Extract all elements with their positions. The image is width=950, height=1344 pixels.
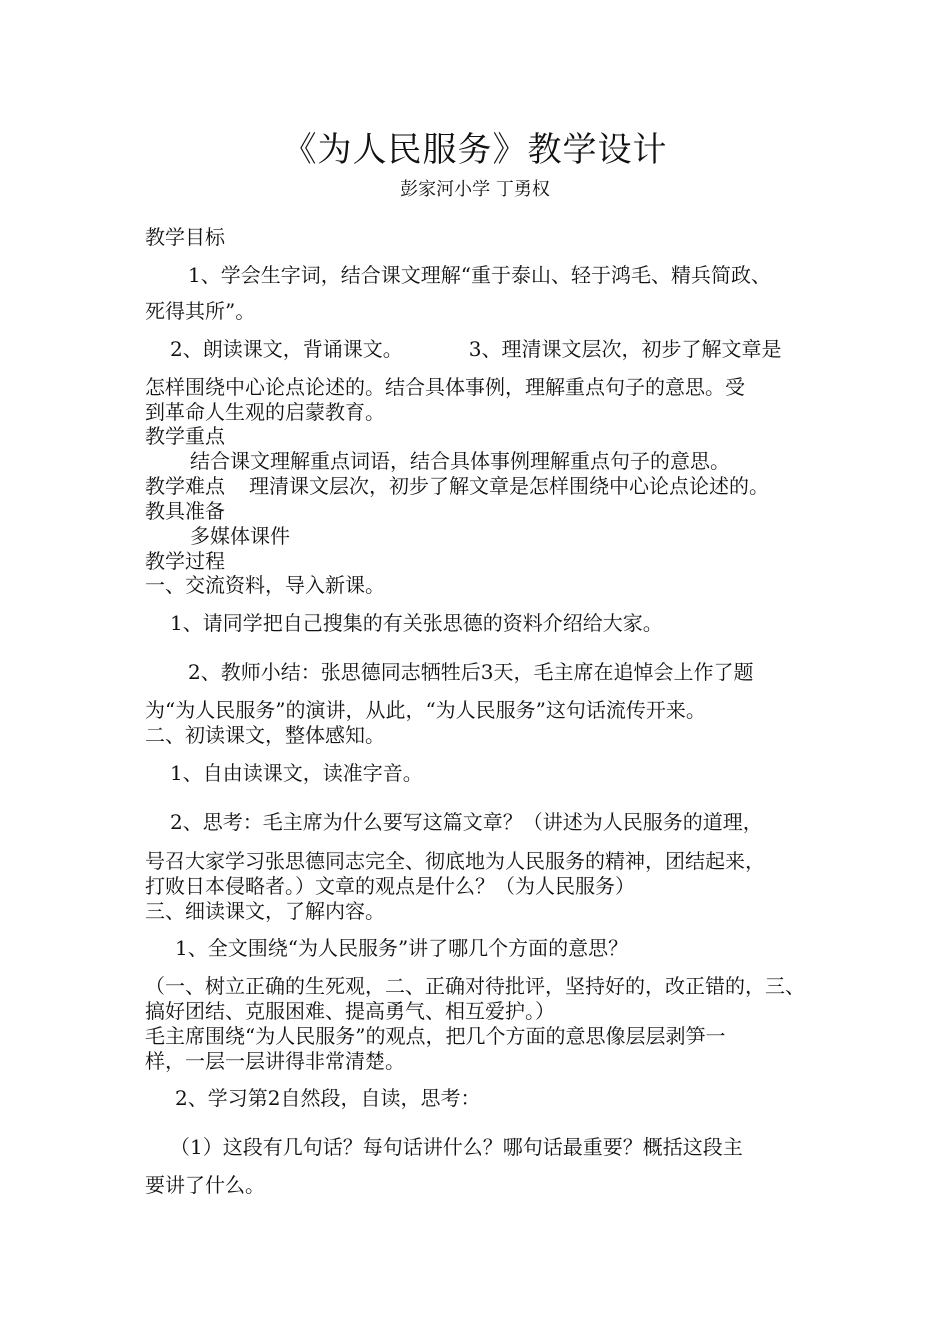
section-heading-materials: 教具准备: [145, 499, 225, 523]
objective-3-line-2: 怎样围绕中心论点论述的。结合具体事例，理解重点句子的意思。受: [145, 375, 745, 399]
author-line: 彭家河小学 丁勇权: [400, 179, 550, 200]
step-2-item-2-line-1: 2、思考：毛主席为什么要写这篇文章？（讲述为人民服务的道理，: [170, 810, 763, 834]
objective-3-text: 3、理清课文层次，初步了解文章是: [468, 337, 782, 361]
objective-1-line-2: 死得其所”。: [145, 299, 256, 323]
objective-3-line-3: 到革命人生观的启蒙教育。: [145, 400, 385, 424]
step-3-heading: 三、细读课文，了解内容。: [145, 899, 385, 923]
objective-2-text: 2、朗读课文，背诵课文。: [170, 337, 403, 361]
difficulty-line: [145, 473, 769, 499]
step-1-item-2-line-1: 2、教师小结：张思德同志牺牲后3天，毛主席在追悼会上作了题: [188, 660, 754, 684]
step-2-item-1: 1、自由读课文，读准字音。: [170, 761, 423, 785]
step-1-heading: 一、交流资料，导入新课。: [145, 573, 385, 597]
step-2-item-2-line-3: 打败日本侵略者。）文章的观点是什么？（为人民服务）: [145, 874, 635, 898]
document-title: 《为人民服务》教学设计: [282, 130, 668, 170]
step-3-answer-line-1: （一、树立正确的生死观，二、正确对待批评，坚持好的，改正错的，三、: [145, 974, 805, 998]
difficulty-content: 理清课文层次，初步了解文章是怎样围绕中心论点论述的。: [249, 474, 769, 498]
step-3-item-2-question-line-1: （1）这段有几句话？每句话讲什么？哪句话最重要？概括这段主: [170, 1135, 743, 1159]
step-2-item-2-line-2: 号召大家学习张思德同志完全、彻底地为人民服务的精神，团结起来，: [145, 849, 765, 873]
materials-content: 多媒体课件: [190, 524, 290, 548]
step-3-answer-line-2: 搞好团结、克服困难、提高勇气、相互爱护。）: [145, 999, 555, 1023]
step-1-item-1: 1、请同学把自己搜集的有关张思德的资料介绍给大家。: [170, 611, 663, 635]
step-1-item-2-line-2: 为“为人民服务”的演讲，从此，“为人民服务”这句话流传开来。: [145, 698, 706, 722]
objective-2-3-line: [170, 336, 781, 362]
step-3-summary-line-1: 毛主席围绕“为人民服务”的观点，把几个方面的意思像层层剥笋一: [145, 1024, 726, 1048]
section-heading-objectives: 教学目标: [145, 225, 225, 249]
objective-1-line-1: 1、学会生字词，结合课文理解“重于泰山、轻于鸿毛、精兵简政、: [188, 263, 771, 287]
step-3-item-2: 2、学习第2自然段，自读，思考：: [175, 1086, 481, 1110]
step-3-item-1: 1、全文围绕“为人民服务”讲了哪几个方面的意思？: [175, 936, 629, 960]
section-heading-process: 教学过程: [145, 549, 225, 573]
step-3-summary-line-2: 样，一层一层讲得非常清楚。: [145, 1049, 405, 1073]
key-points-content: 结合课文理解重点词语，结合具体事例理解重点句子的意思。: [190, 449, 730, 473]
step-3-item-2-question-line-2: 要讲了什么。: [145, 1173, 265, 1197]
section-heading-difficulty: 教学难点: [145, 474, 225, 498]
step-2-heading: 二、初读课文，整体感知。: [145, 723, 385, 747]
section-heading-key-points: 教学重点: [145, 424, 225, 448]
